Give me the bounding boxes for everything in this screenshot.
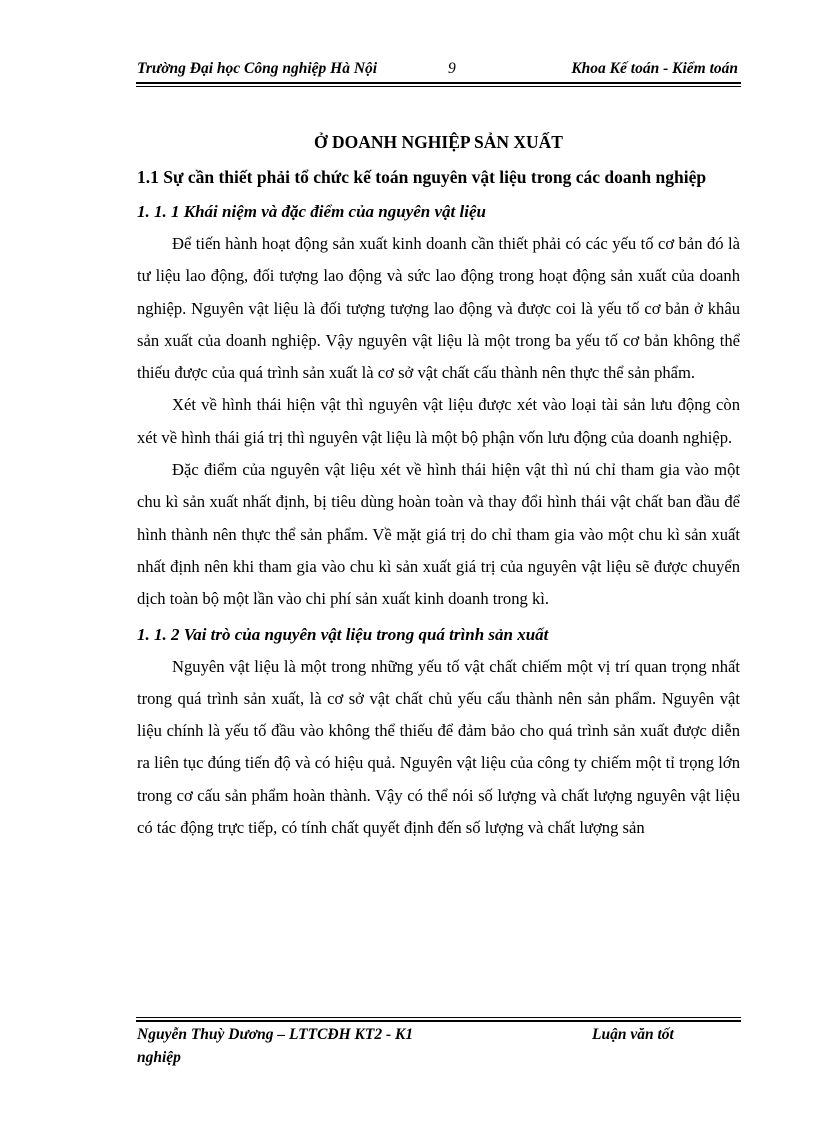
- page-header: [137, 60, 740, 82]
- page-content: [137, 130, 740, 844]
- footer-label-continued: nghiệp: [137, 1049, 181, 1066]
- chapter-title: Ở DOANH NGHIỆP SẢN XUẤT: [314, 132, 563, 152]
- school-name: Trường Đại học Công nghiệp Hà Nội: [137, 60, 378, 77]
- section-heading-1-1-1: 1. 1. 1 Khái niệm và đặc điểm của nguyên vật liệu: [137, 202, 486, 221]
- section-heading-1-1-2: 1. 1. 2 Vai trò của nguyên vật liệu trong quá trình sản xuất: [137, 624, 549, 644]
- footer-label: Luận văn tốt: [592, 1026, 674, 1043]
- faculty-name: Khoa Kế toán - Kiểm toán: [571, 60, 738, 77]
- header-rule-thick: [136, 82, 741, 84]
- footer-author: Nguyễn Thuỳ Dương – LTTCĐH KT2 - K1: [137, 1026, 414, 1043]
- section-heading-1-1: 1.1 Sự cần thiết phải tổ chức kế toán nguyên vật liệu trong các doanh nghiệp: [137, 167, 707, 187]
- header-rule-thin: [136, 86, 741, 87]
- footer-rule-thin: [136, 1017, 741, 1018]
- paragraph: Nguyên vật liệu là một trong những yếu tố vật chất chiếm một vị trí quan trọng nhất trong quá trình sản xuất, là cơ sở vật chất chủ yếu cấu thành nên sản phẩm. Nguyên vật liệu chính là yếu tố đầu vào không thể thiếu để đảm bảo cho quá trình sản xuất được diễn ra liên tục đúng tiến độ và có hiệu quả. Nguyên vật liệu của công ty chiếm một tỉ trọng lớn trong cơ cấu sản phẩm hoàn thành. Vậy có thể nói số lượng và chất lượng nguyên vật liệu có tác động trực tiếp, có tính chất quyết định đến số lượng và chất lượng sản: [137, 656, 740, 838]
- footer-rule-thick: [136, 1020, 741, 1022]
- paragraph: Đặc điểm của nguyên vật liệu xét về hình thái hiện vật thì nú chỉ tham gia vào một chu kì sản xuất nhất định, bị tiêu dùng hoàn toàn và thay đổi hình thái vật chất ban đầu để hình thành nên thực thể sản phẩm. Về mặt giá trị do chỉ tham gia vào một chu kì sản xuất nhất định nên khi tham gia vào chu kì sản xuất giá trị của nguyên vật liệu sẽ được chuyển dịch toàn bộ một lần vào chi phí sản xuất kinh doanh trong kì.: [137, 460, 740, 609]
- page-number: 9: [448, 60, 456, 77]
- paragraph: Để tiến hành hoạt động sản xuất kinh doanh cần thiết phải có các yếu tố cơ bản đó là tư liệu lao động, đối tượng lao động và sức lao động trong hoạt động sản xuất của doanh nghiệp. Nguyên vật liệu là đối tượng tượng lao động và được coi là yếu tố cơ bản ở khâu sản xuất của doanh nghiệp. Vậy nguyên vật liệu là một trong ba yếu tố cơ bản không thể thiếu được của quá trình sản xuất là cơ sở vật chất cấu thành nên thực thể sản phẩm.: [137, 234, 740, 383]
- paragraph: Xét về hình thái hiện vật thì nguyên vật liệu được xét vào loại tài sản lưu động còn xét về hình thái giá trị thì nguyên vật liệu là một bộ phận vốn lưu động của doanh nghiệp.: [137, 395, 740, 447]
